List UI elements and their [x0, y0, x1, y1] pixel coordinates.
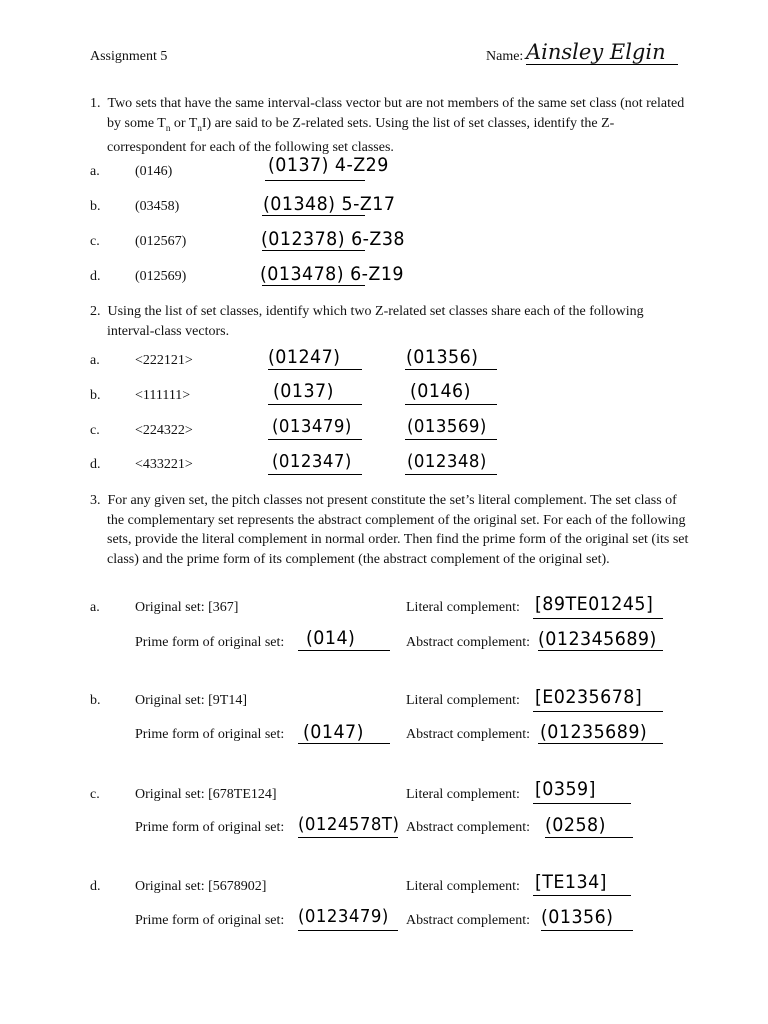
q3b-literal-label: Literal complement: — [406, 693, 520, 708]
q3d-original: Original set: [5678902] — [135, 879, 267, 894]
q1c-answer: (012378) 6-Z38 — [261, 228, 406, 250]
q1d-line — [262, 285, 365, 286]
q2-number: 2. — [90, 304, 101, 319]
q2b-answer2: (0146) — [410, 380, 471, 402]
q3c-literal-line — [533, 803, 631, 804]
q2-prompt: 2. Using the list of set classes, identify which two Z-related set classes share each of the following interval-class vectors. — [90, 304, 644, 339]
q3b-abstract-line — [538, 743, 663, 744]
q3d-prime: (0123479) — [298, 906, 389, 927]
q2c-letter: c. — [90, 423, 100, 438]
q3a-literal-label: Literal complement: — [406, 600, 520, 615]
q2c-line2 — [405, 439, 497, 440]
q3c-abstract: (0258) — [545, 814, 606, 836]
q3d-letter: d. — [90, 879, 101, 894]
name-underline — [526, 64, 678, 65]
q3b-original: Original set: [9T14] — [135, 693, 247, 708]
q3d-prime-line — [298, 930, 398, 931]
q2b-letter: b. — [90, 388, 101, 403]
q3c-letter: c. — [90, 787, 100, 802]
q2c-answer2: (013569) — [407, 416, 487, 437]
q1d-set: (012569) — [135, 269, 187, 284]
q2a-line1 — [268, 369, 362, 370]
q3c-literal-label: Literal complement: — [406, 787, 520, 802]
q3b-prime: (0147) — [303, 721, 364, 743]
q1c-line — [262, 250, 365, 251]
q3d-abstract-line — [541, 930, 633, 931]
q3a-original: Original set: [367] — [135, 600, 239, 615]
q3b-letter: b. — [90, 693, 101, 708]
q1b-line — [262, 215, 365, 216]
q1-number: 1. — [90, 96, 101, 111]
q2b-line2 — [405, 404, 497, 405]
q2d-answer2: (012348) — [407, 451, 487, 472]
q1c-set: (012567) — [135, 234, 187, 249]
q2b-answer1: (0137) — [273, 380, 334, 402]
q3b-prime-label: Prime form of original set: — [135, 727, 285, 742]
q3c-prime-label: Prime form of original set: — [135, 820, 285, 835]
q3a-letter: a. — [90, 600, 100, 615]
q3-prompt: 3. For any given set, the pitch classes not present constitute the set’s literal complement. The set class of the complementary set represents the abstract complement of the original set. For each of the following sets, provide the literal complement in normal order. Then find the prime form of the original set (its set class) and the prime form of its complement (the abstract complement of the original set). — [90, 493, 689, 567]
q3a-abstract-label: Abstract complement: — [406, 635, 531, 650]
q2b-line1 — [268, 404, 362, 405]
q3b-abstract-label: Abstract complement: — [406, 727, 531, 742]
q1a-letter: a. — [90, 164, 100, 179]
q1b-letter: b. — [90, 199, 101, 214]
q1a-answer: (0137) 4-Z29 — [268, 154, 389, 176]
q2d-vector: <433221> — [135, 457, 193, 472]
q1a-line — [265, 180, 365, 181]
q3a-prime: (014) — [306, 627, 356, 649]
q3d-abstract-label: Abstract complement: — [406, 913, 531, 928]
q2a-answer2: (01356) — [406, 346, 479, 368]
q3a-abstract-line — [538, 650, 663, 651]
q2a-answer1: (01247) — [268, 346, 341, 368]
q3b-abstract: (01235689) — [540, 721, 648, 743]
q2c-answer1: (013479) — [272, 416, 352, 437]
q3b-literal: [E0235678] — [535, 686, 643, 708]
q2c-line1 — [268, 439, 362, 440]
q1-prompt: 1. Two sets that have the same interval-class vector but are not members of the same set class (not related by some $T_n$ or $T_nI$) are said to be Z-related sets. Using the list of set classes, identify the Z-correspondent for each of the following set classes. — [90, 96, 685, 155]
q3b-literal-line — [533, 711, 663, 712]
q3-number: 3. — [90, 493, 101, 508]
q3b-prime-line — [298, 743, 390, 744]
q2a-line2 — [405, 369, 497, 370]
q3a-prime-label: Prime form of original set: — [135, 635, 285, 650]
q3d-abstract: (01356) — [541, 906, 614, 928]
q3c-abstract-line — [545, 837, 633, 838]
q1a-set: (0146) — [135, 164, 173, 179]
q3d-literal: [TE134] — [535, 871, 607, 893]
q3d-prime-label: Prime form of original set: — [135, 913, 285, 928]
q2d-line1 — [268, 474, 362, 475]
name-signature: Ainsley Elgin — [526, 40, 666, 64]
q3c-abstract-label: Abstract complement: — [406, 820, 531, 835]
q3d-literal-label: Literal complement: — [406, 879, 520, 894]
q3a-literal: [89TE01245] — [535, 593, 654, 615]
q1d-answer: (013478) 6-Z19 — [260, 263, 405, 285]
q2a-vector: <222121> — [135, 353, 193, 368]
q2d-line2 — [405, 474, 497, 475]
q3c-prime-line — [298, 837, 398, 838]
q3a-literal-line — [533, 618, 663, 619]
q1c-letter: c. — [90, 234, 100, 249]
q3c-original: Original set: [678TE124] — [135, 787, 277, 802]
q1b-set: (03458) — [135, 199, 180, 214]
q3c-prime: (0124578T) — [298, 814, 400, 835]
name-label: Name: — [486, 49, 524, 64]
q1d-letter: d. — [90, 269, 101, 284]
q2d-letter: d. — [90, 457, 101, 472]
q2d-answer1: (012347) — [272, 451, 352, 472]
q3c-literal: [0359] — [535, 778, 596, 800]
q1b-answer: (01348) 5-Z17 — [263, 193, 396, 215]
q2a-letter: a. — [90, 353, 100, 368]
q3a-prime-line — [298, 650, 390, 651]
q3d-literal-line — [533, 895, 631, 896]
assignment-title: Assignment 5 — [90, 49, 168, 64]
q2c-vector: <224322> — [135, 423, 193, 438]
q2b-vector: <111111> — [135, 388, 191, 403]
q3a-abstract: (012345689) — [538, 628, 657, 650]
